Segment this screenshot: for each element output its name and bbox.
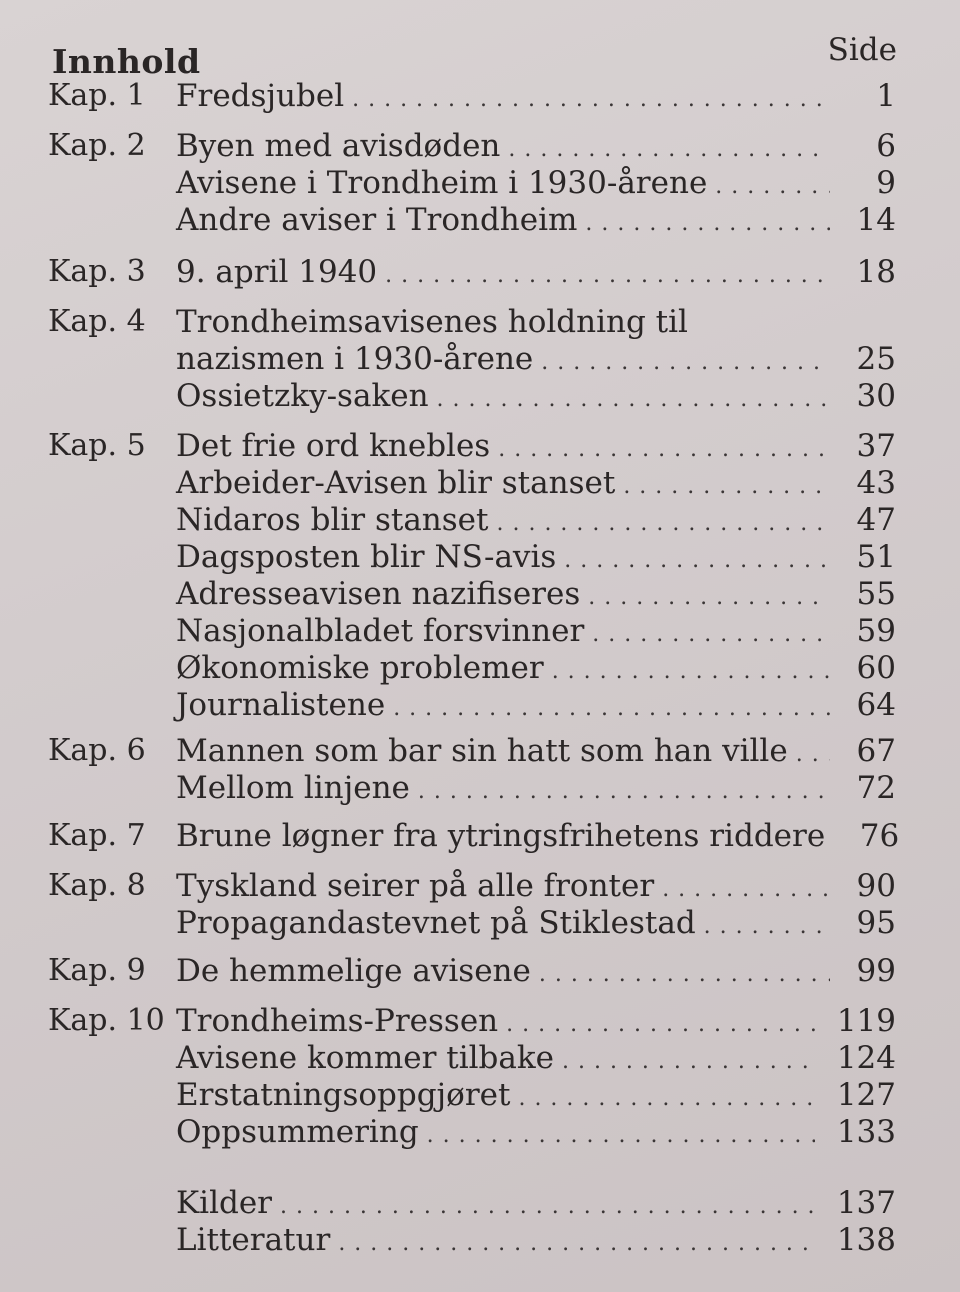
dot-leader	[623, 474, 830, 499]
entry-title: Avisene i Trondheim i 1930-årene	[176, 165, 708, 201]
entry-page-number: 133	[836, 1114, 896, 1150]
entry-page-number: 9	[876, 165, 896, 201]
toc-entry[interactable]	[176, 576, 896, 613]
chapter-label: Kap. 2	[48, 128, 146, 163]
dot-leader	[496, 511, 830, 536]
toc-entry[interactable]	[176, 818, 900, 855]
dot-leader	[562, 1049, 815, 1074]
chapter-label: Kap. 9	[48, 953, 146, 988]
chapter-group	[48, 254, 896, 291]
entry-title: 9. april 1940	[176, 254, 378, 290]
entry-page-number: 137	[836, 1185, 896, 1221]
entry-page-number: 18	[856, 254, 896, 290]
entry-title: Oppsummering	[176, 1114, 419, 1150]
dot-leader	[338, 1231, 815, 1256]
chapter-label: Kap. 10	[48, 1003, 165, 1038]
entry-title: Journalistene	[176, 687, 386, 723]
toc-entry[interactable]	[176, 733, 896, 770]
chapter-group	[48, 428, 896, 724]
chapter-label: Kap. 8	[48, 868, 146, 903]
toc-entry[interactable]	[176, 770, 896, 807]
entry-page-number: 95	[856, 905, 896, 941]
entry-page-number: 51	[856, 539, 896, 575]
toc-entry[interactable]	[176, 1114, 896, 1151]
dot-leader	[518, 1086, 814, 1111]
toc-entry[interactable]	[176, 254, 896, 291]
entry-page-number: 99	[856, 953, 896, 989]
entry-page-number: 55	[856, 576, 896, 612]
chapter-group	[48, 128, 896, 239]
toc-entry[interactable]	[176, 502, 896, 539]
dot-leader	[437, 387, 830, 412]
dot-leader	[588, 585, 830, 610]
dot-leader	[662, 877, 830, 902]
dot-leader	[552, 659, 830, 684]
dot-leader	[385, 263, 830, 288]
entry-title: nazismen i 1930-årene	[176, 341, 534, 377]
entry-page-number: 90	[856, 868, 896, 904]
dot-leader	[539, 962, 830, 987]
chapter-group	[48, 1003, 896, 1151]
entry-title: Andre aviser i Trondheim	[176, 202, 578, 238]
chapter-group	[48, 818, 900, 855]
entry-title: Avisene kommer tilbake	[176, 1040, 554, 1076]
dot-leader	[393, 696, 830, 721]
dot-leader	[564, 548, 830, 573]
dot-leader	[352, 87, 830, 112]
entry-page-number: 124	[836, 1040, 896, 1076]
entry-page-number: 72	[856, 770, 896, 806]
entry-page-number: 119	[836, 1003, 896, 1039]
entry-page-number: 6	[876, 128, 896, 164]
entry-page-number: 76	[859, 818, 900, 854]
entry-title: Propagandastevnet på Stiklestad	[176, 905, 696, 941]
dot-leader	[541, 350, 830, 375]
dot-leader	[506, 1012, 815, 1037]
entry-title: Ossietzky-saken	[176, 378, 429, 414]
entry-title: Kilder	[176, 1185, 272, 1221]
chapter-group	[48, 953, 896, 990]
page-column-label: Side	[827, 32, 897, 68]
chapter-label: Kap. 1	[48, 78, 146, 113]
entry-title: Tyskland seirer på alle fronter	[176, 868, 655, 904]
dot-leader	[418, 779, 830, 804]
dot-leader	[498, 437, 830, 462]
chapter-label: Kap. 7	[48, 818, 146, 853]
entry-title: Litteratur	[176, 1222, 331, 1258]
chapter-group	[48, 733, 896, 807]
toc-entry[interactable]	[176, 304, 896, 341]
entry-page-number: 1	[876, 78, 896, 114]
toc-entry[interactable]	[176, 128, 896, 165]
entry-title: Mannen som bar sin hatt som han ville	[176, 733, 788, 769]
entry-title: Trondheimsavisenes holdning til	[176, 304, 688, 340]
entry-title: Dagsposten blir NS-avis	[176, 539, 557, 575]
toc-entry[interactable]	[176, 465, 896, 502]
toc-entry[interactable]	[176, 165, 896, 202]
chapter-group	[48, 868, 896, 942]
entry-page-number: 67	[856, 733, 896, 769]
entry-page-number: 30	[856, 378, 896, 414]
entry-title: Arbeider-Avisen blir stanset	[176, 465, 616, 501]
dot-leader	[592, 622, 830, 647]
page-title: Innhold	[52, 42, 201, 81]
entry-page-number: 138	[836, 1222, 896, 1258]
toc-entry[interactable]	[176, 1003, 896, 1040]
toc-entry[interactable]	[176, 202, 896, 239]
toc-entry[interactable]	[176, 650, 896, 687]
dot-leader	[427, 1123, 815, 1148]
toc-entry[interactable]	[176, 905, 896, 942]
chapter-group	[48, 304, 896, 415]
dot-leader	[508, 137, 830, 162]
entry-title: Byen med avisdøden	[176, 128, 501, 164]
entry-page-number: 43	[856, 465, 896, 501]
toc-entry[interactable]	[176, 1185, 896, 1222]
entry-title: De hemmelige avisene	[176, 953, 531, 989]
entry-page-number: 60	[856, 650, 896, 686]
toc-entry[interactable]	[176, 1077, 896, 1114]
entry-title: Brune løgner fra ytringsfrihetens riddere	[176, 818, 826, 854]
entry-page-number: 14	[856, 202, 896, 238]
entry-title: Nidaros blir stanset	[176, 502, 489, 538]
entry-page-number: 59	[856, 613, 896, 649]
entry-page-number: 127	[836, 1077, 896, 1113]
dot-leader	[715, 174, 830, 199]
toc-entry[interactable]	[176, 868, 896, 905]
dot-leader	[585, 211, 830, 236]
toc-entry[interactable]	[176, 539, 896, 576]
entry-title: Mellom linjene	[176, 770, 410, 806]
chapter-label: Kap. 4	[48, 304, 146, 339]
dot-leader	[280, 1194, 815, 1219]
entry-title: Økonomiske problemer	[176, 650, 544, 686]
toc-entry[interactable]	[176, 1222, 896, 1259]
toc-entry[interactable]	[176, 953, 896, 990]
entry-page-number: 47	[856, 502, 896, 538]
toc-entry[interactable]	[176, 613, 896, 650]
entry-title: Nasjonalbladet forsvinner	[176, 613, 585, 649]
toc-entry[interactable]	[176, 1040, 896, 1077]
chapter-group	[48, 78, 896, 115]
entry-page-number: 25	[856, 341, 896, 377]
dot-leader	[704, 914, 830, 939]
chapter-label: Kap. 6	[48, 733, 146, 768]
entry-page-number: 64	[856, 687, 896, 723]
entry-page-number: 37	[856, 428, 896, 464]
entry-title: Fredsjubel	[176, 78, 345, 114]
entry-title: Trondheims-Pressen	[176, 1003, 499, 1039]
toc-entry[interactable]	[176, 378, 896, 415]
toc-entry[interactable]	[176, 687, 896, 724]
toc-entry[interactable]	[176, 341, 896, 378]
entry-title: Adresseavisen nazifiseres	[176, 576, 581, 612]
toc-entry[interactable]	[176, 428, 896, 465]
entry-title: Erstatningsoppgjøret	[176, 1077, 511, 1113]
chapter-label: Kap. 3	[48, 254, 146, 289]
chapter-label: Kap. 5	[48, 428, 146, 463]
dot-leader	[796, 742, 830, 767]
toc-entry[interactable]	[176, 78, 896, 115]
entry-title: Det frie ord knebles	[176, 428, 491, 464]
chapter-group	[48, 1185, 896, 1259]
